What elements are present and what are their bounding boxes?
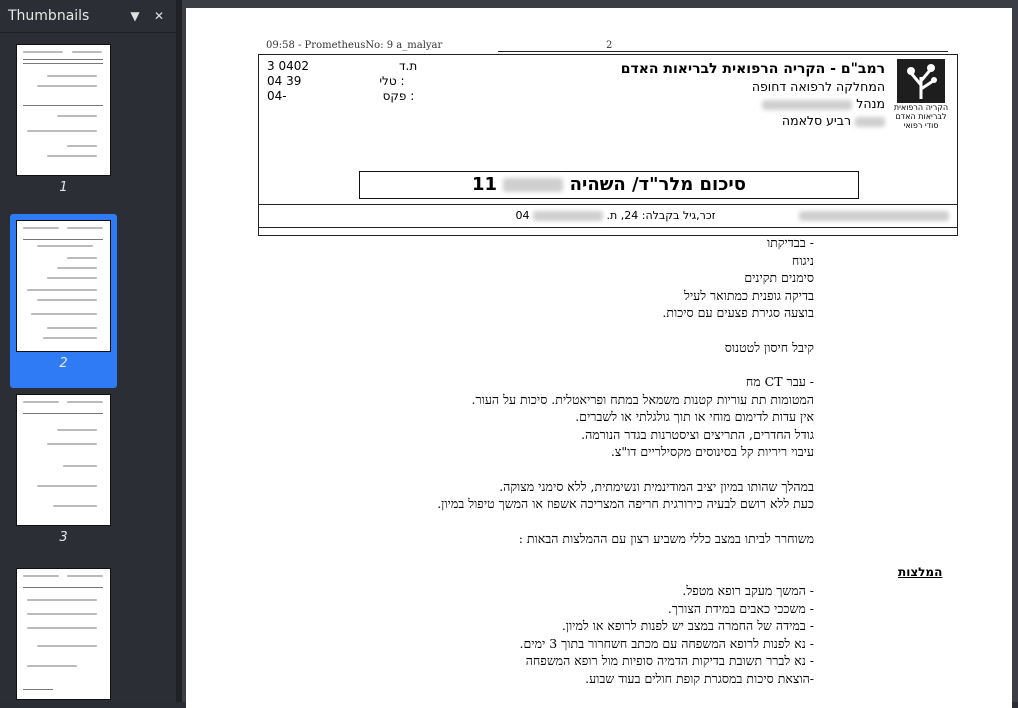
thumbnails-sidebar bbox=[0, 0, 177, 702]
thumbnail-label: 2 bbox=[59, 356, 68, 371]
thumbnail-image bbox=[16, 394, 111, 526]
document-viewer bbox=[182, 0, 1018, 702]
body-line: קיבל חיסון לטטנוס bbox=[724, 339, 814, 355]
letterhead-box bbox=[258, 54, 958, 236]
thumbnail-image bbox=[16, 44, 111, 176]
recommendations-title: המלצות bbox=[898, 565, 943, 579]
thumbnail-image bbox=[16, 568, 111, 700]
recommendation-item: -הוצאת סיכות במסגרת קופת חולים בעוד שבוע. bbox=[585, 670, 814, 686]
document-title: סיכום מלר"ד/ השהיה bbox=[569, 174, 746, 195]
body-line: עיבוי ריריות קל בסינוסים מקסילריים דו"צ. bbox=[610, 444, 814, 459]
body-line: משוחרר לביתו במצב כללי משביע רצון עם ההמלצות הבאות : bbox=[518, 530, 814, 546]
recommendation-item: - משככי כאבים במידת הצורך. bbox=[667, 600, 814, 616]
thumbnail-page-1[interactable] bbox=[10, 44, 117, 195]
phone-value: 04 39 bbox=[267, 74, 302, 88]
thumbnail-label: 1 bbox=[59, 180, 68, 195]
fax-header-text: 09:58 - PrometheusNo: 9 a_malyar bbox=[266, 40, 443, 51]
phone-label: טלי : bbox=[379, 74, 405, 88]
contact-block bbox=[267, 59, 417, 104]
body-line: בוצעה סגירת פצעים עם סיכות. bbox=[662, 305, 814, 320]
body-line: במהלך שהותו במיון יציב המודינמית ונשימתית, ללא סימני מצוקה. bbox=[499, 478, 814, 494]
tree-logo-icon bbox=[897, 59, 945, 103]
body-line: - עבר CT מח bbox=[745, 374, 814, 389]
sidebar-header bbox=[0, 0, 176, 33]
body-line: ניגוח bbox=[791, 252, 814, 268]
director bbox=[621, 95, 885, 112]
body-line: המטומות תת עוריות קטנות משמאל במתח ופריאטלית. סיכות על העור. bbox=[471, 391, 814, 407]
patient-info-row bbox=[259, 204, 957, 228]
patient-info: זכר,גיל בקבלה: 24, ת. bbox=[606, 209, 716, 222]
document-page bbox=[186, 8, 1012, 708]
body-line: אין עדות לדימום מוחי או תוך גולגלתי או לשברים. bbox=[575, 409, 814, 424]
recommendation-item: - המשך מעקב רופא מטפל. bbox=[682, 583, 814, 598]
logo-caption-3: סודי רפואי bbox=[903, 121, 939, 130]
recommendation-item: - נא לברר תשובת בדיקות הדמיה סופיות מול רופא המשפחה bbox=[525, 653, 814, 668]
thumbnail-page-2[interactable] bbox=[10, 214, 117, 388]
fax-value: 04- bbox=[267, 89, 287, 103]
body-line: סימנים תקינים bbox=[744, 270, 814, 285]
org-name: רמב"ם - הקריה הרפואית לבריאות האדם bbox=[620, 61, 885, 77]
body-line: בדיקה גופנית כמתואר לעיל bbox=[684, 287, 814, 303]
hospital-logo bbox=[891, 59, 951, 147]
header-rule bbox=[498, 51, 948, 52]
signer-name: רביע סלאמה bbox=[781, 113, 852, 128]
thumbnail-page-3[interactable] bbox=[10, 394, 117, 545]
po-box-value: 3 0402 bbox=[267, 59, 309, 73]
organization-block bbox=[621, 61, 885, 129]
recommendations-list bbox=[254, 582, 814, 687]
signer bbox=[621, 112, 885, 129]
close-icon[interactable]: ✕ bbox=[153, 9, 165, 23]
fax-label: פקס : bbox=[382, 89, 415, 103]
body-line: כעת ללא רושם לבעיה כירורגית חריפה המצריכה אשפוז או המשך טיפול במיון. bbox=[437, 496, 814, 511]
recommendation-item: - במידה של החמרה במצב יש לפנות לרופא או למיון. bbox=[561, 618, 814, 633]
logo-caption-1: הקריה הרפואית bbox=[893, 103, 949, 112]
logo-caption-2: לבריאות האדם bbox=[895, 112, 947, 121]
thumbnail-page-4[interactable] bbox=[10, 568, 117, 700]
summary-body bbox=[254, 234, 814, 547]
chevron-down-icon[interactable]: ▼ bbox=[130, 9, 140, 23]
po-box-label: ת.ד bbox=[399, 59, 418, 73]
department: המחלקה לרפואה דחופה bbox=[751, 79, 885, 94]
recommendation-item: - נא לפנות לרופא המשפחה עם מכתב חשחרור בתוך 3 ימים. bbox=[519, 635, 814, 651]
thumbnail-list bbox=[0, 34, 176, 702]
page-number: 2 bbox=[606, 40, 613, 51]
thumbnail-image bbox=[16, 220, 111, 352]
document-title-box bbox=[359, 171, 859, 199]
body-line: - בבדיקתו bbox=[766, 235, 814, 250]
fax-header bbox=[258, 40, 948, 54]
document-title-number: 11 bbox=[472, 174, 498, 195]
body-line: גודל החדרים, התריצים וציסטרנות בגדר הנורמה. bbox=[581, 426, 814, 442]
patient-info-left: 04 bbox=[515, 209, 530, 222]
sidebar-title: Thumbnails bbox=[8, 8, 90, 24]
director-label: מנהל bbox=[856, 96, 885, 111]
thumbnail-label: 3 bbox=[59, 530, 68, 545]
